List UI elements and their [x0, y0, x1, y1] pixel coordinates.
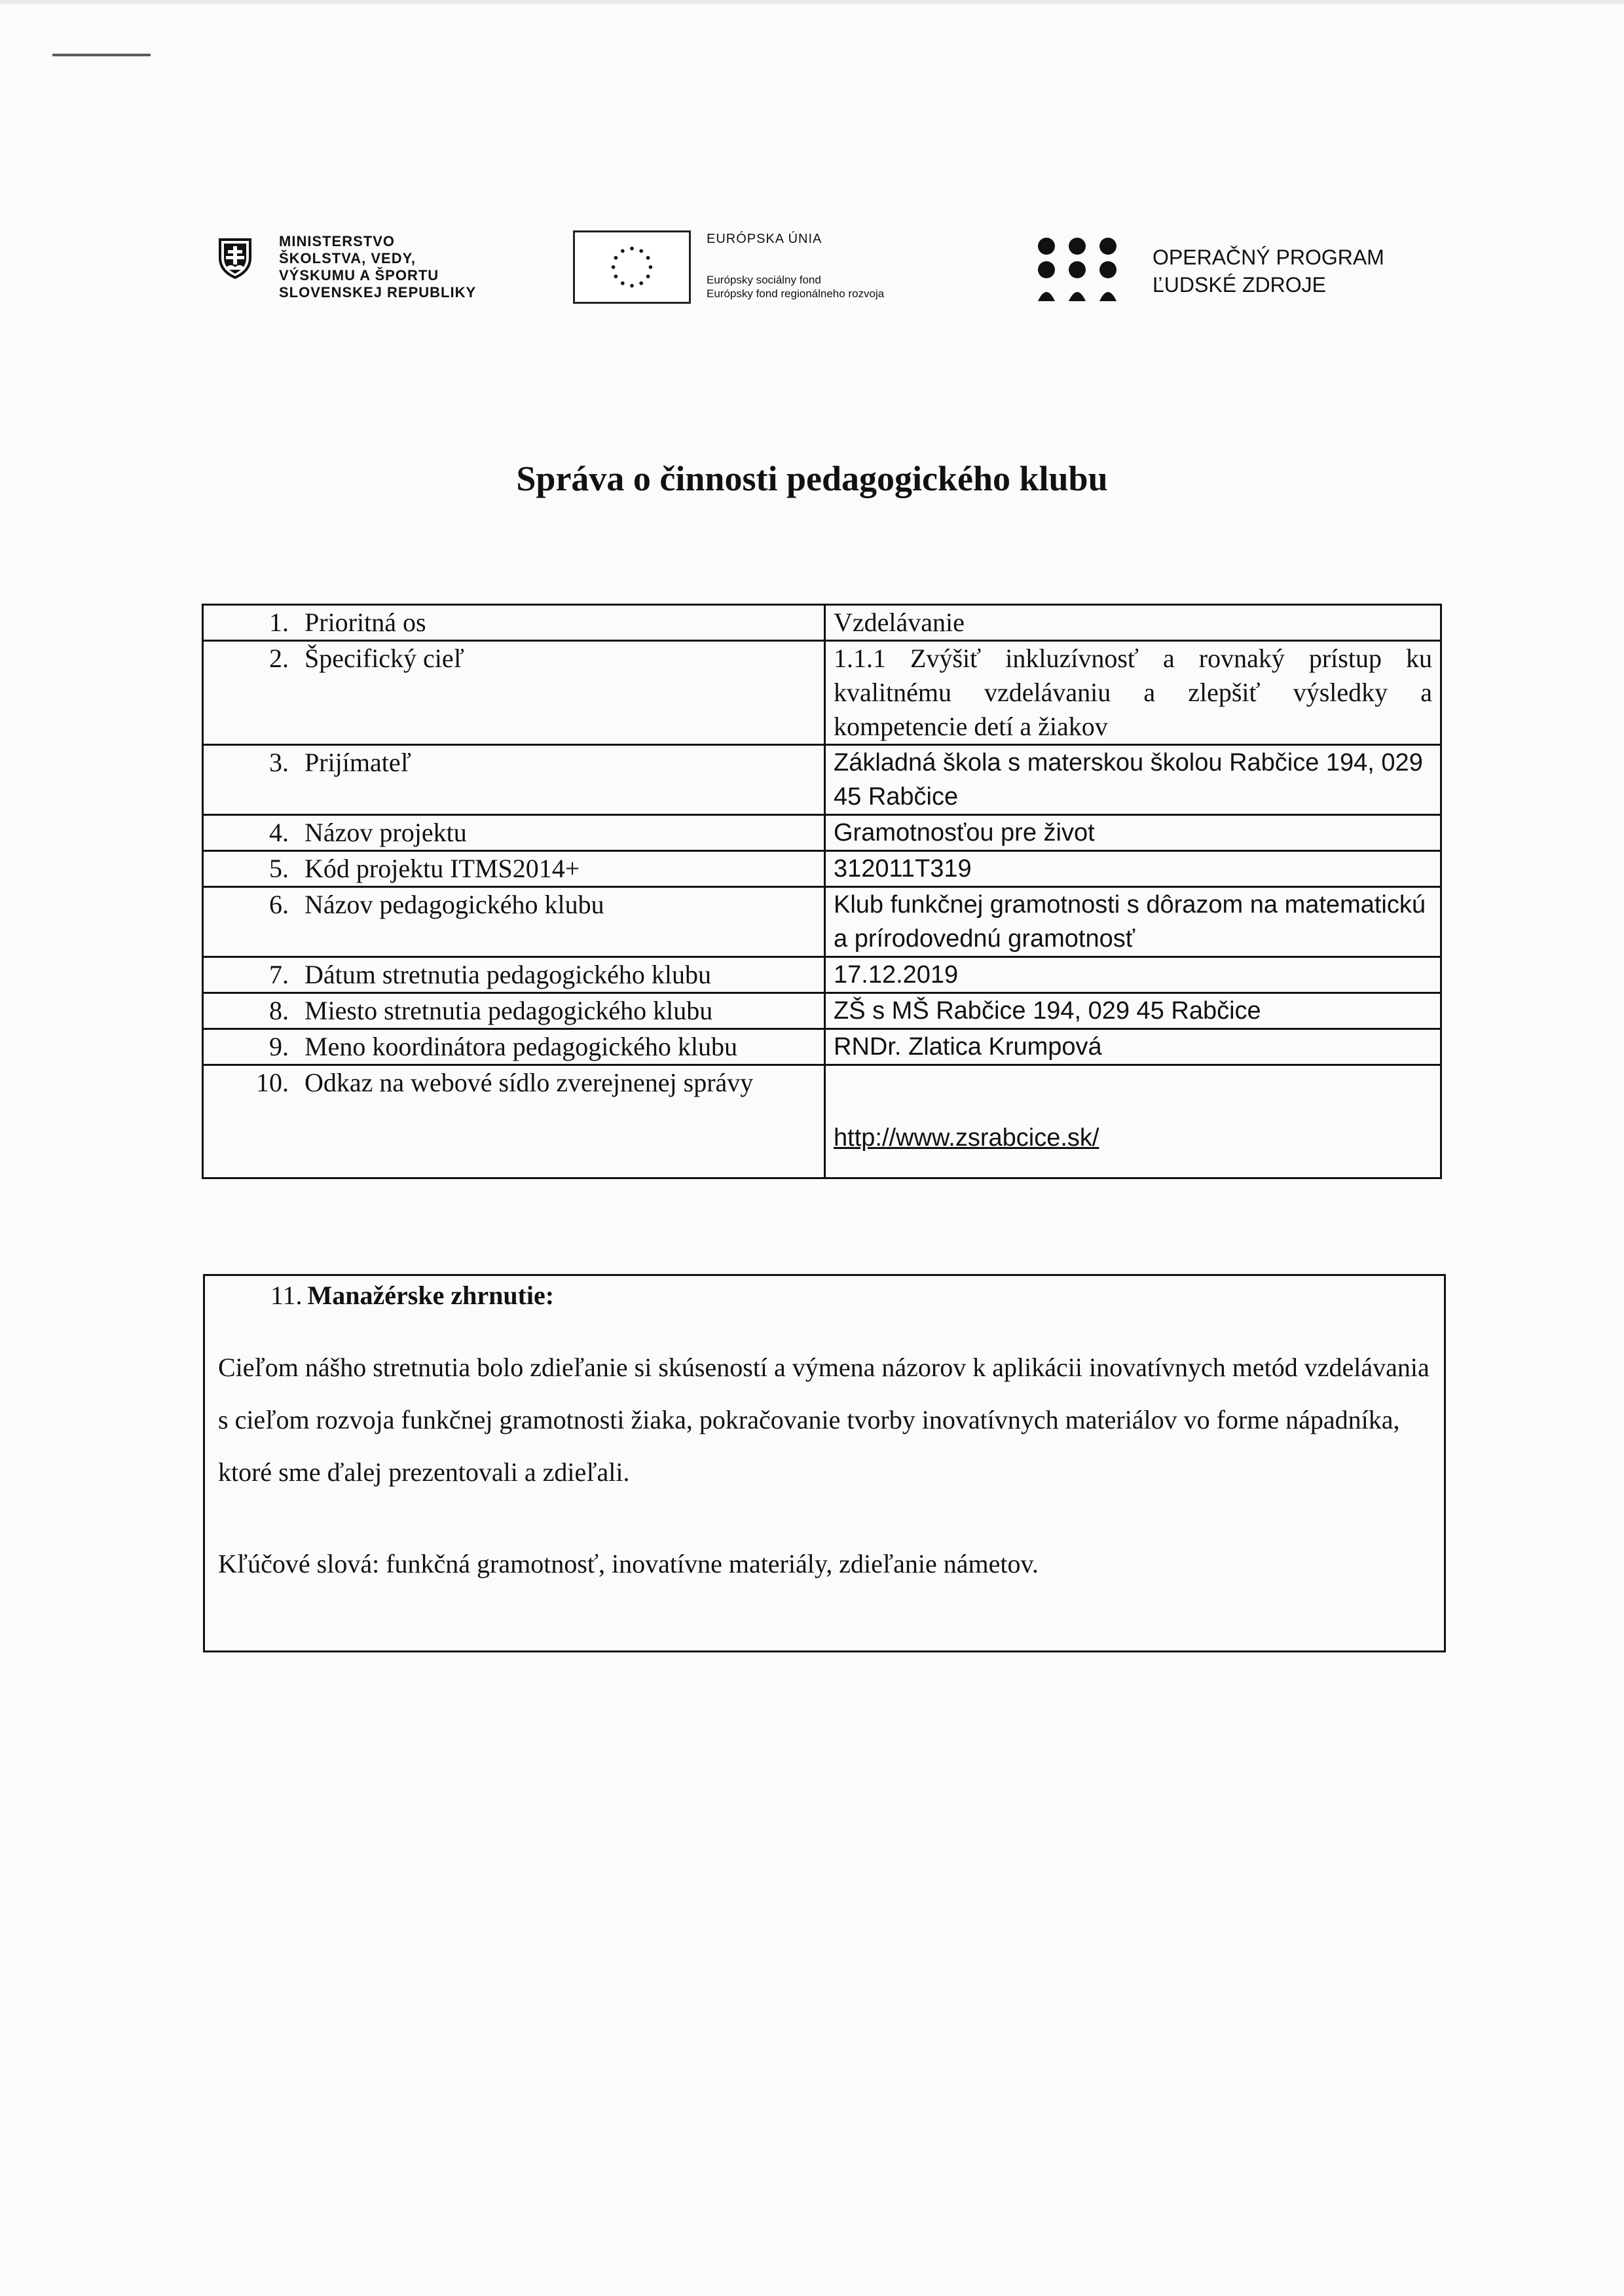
row-label: Špecifický cieľ	[304, 644, 464, 673]
row-number: 3.	[269, 748, 289, 777]
ministry-logo	[216, 229, 517, 314]
eu-title: EURÓPSKA ÚNIA	[707, 232, 822, 246]
row-value: 1.1.1 Zvýšiť inkluzívnosť a rovnaký prístup ku kvalitnému vzdelávaniu a zlepšiť výsledky a kompetencie detí a žiakov	[825, 641, 1441, 745]
ministry-line: ŠKOLSTVA, VEDY,	[279, 250, 416, 266]
row-number: 8.	[269, 996, 289, 1025]
row-label-cell	[203, 851, 825, 887]
row-number: 9.	[269, 1032, 289, 1061]
row-label: Meno koordinátora pedagogického klubu	[304, 1032, 737, 1061]
row-number: 1.	[269, 608, 289, 637]
summary-number: 11.	[270, 1281, 303, 1310]
row-number: 10.	[256, 1068, 289, 1097]
page-edge	[0, 0, 1624, 4]
ministry-line: MINISTERSTVO	[279, 233, 396, 249]
row-label: Kód projektu ITMS2014+	[304, 854, 580, 883]
table-row	[203, 993, 1441, 1029]
op-name	[1153, 244, 1384, 299]
row-label-cell	[203, 605, 825, 641]
row-label-cell	[203, 641, 825, 745]
row-value-cell	[825, 1065, 1441, 1178]
row-label: Názov pedagogického klubu	[304, 890, 604, 919]
row-number: 7.	[269, 960, 289, 989]
table-row	[203, 957, 1441, 993]
table-row	[203, 851, 1441, 887]
row-number: 4.	[269, 818, 289, 847]
management-summary-box	[203, 1274, 1446, 1652]
row-label-cell	[203, 957, 825, 993]
table-row	[203, 887, 1441, 957]
row-label-cell	[203, 1065, 825, 1178]
table-row	[203, 641, 1441, 745]
summary-keywords: Kľúčové slová: funkčná gramotnosť, inovatívne materiály, zdieľanie námetov.	[218, 1549, 1039, 1578]
row-value: Vzdelávanie	[825, 605, 1441, 641]
row-value: RNDr. Zlatica Krumpová	[825, 1029, 1441, 1065]
table-row	[203, 815, 1441, 851]
project-info-table	[202, 604, 1442, 1179]
eu-fund-regional: Európsky fond regionálneho rozvoja	[707, 287, 885, 300]
op-line: ĽUDSKÉ ZDROJE	[1153, 273, 1326, 297]
row-number: 6.	[269, 890, 289, 919]
table-row	[203, 745, 1441, 815]
row-label-cell	[203, 745, 825, 815]
eu-fund-social: Európsky sociálny fond	[707, 274, 821, 286]
ministry-line: VÝSKUMU A ŠPORTU	[279, 267, 439, 283]
row-label: Odkaz na webové sídlo zverejnenej správy	[304, 1068, 754, 1097]
ministry-name	[279, 233, 476, 301]
row-number: 5.	[269, 854, 289, 883]
row-label: Dátum stretnutia pedagogického klubu	[304, 960, 711, 989]
document-title: Správa o činnosti pedagogického klubu	[516, 459, 1108, 498]
scan-mark	[52, 54, 151, 56]
row-label-cell	[203, 1029, 825, 1065]
table-row	[203, 1029, 1441, 1065]
row-value: Klub funkčnej gramotnosti s dôrazom na matematickú a prírodovednú gramotnosť	[825, 887, 1441, 957]
row-label: Názov projektu	[304, 818, 467, 847]
website-link[interactable]: http://www.zsrabcice.sk/	[834, 1124, 1099, 1152]
row-value: 312011T319	[825, 851, 1441, 887]
row-number: 2.	[269, 644, 289, 673]
row-value: ZŠ s MŠ Rabčice 194, 029 45 Rabčice	[825, 993, 1441, 1029]
eu-text	[707, 232, 884, 301]
row-label-cell	[203, 993, 825, 1029]
op-line: OPERAČNÝ PROGRAM	[1153, 246, 1384, 269]
table-row	[203, 605, 1441, 641]
summary-text: Cieľom nášho stretnutia bolo zdieľanie si skúseností a výmena názorov k aplikácii inovatívnych metód vzdelávania s cieľom rozvoja funkčnej gramotnosti žiaka, pokračovanie tvorby inovatívnych materiálov vo forme nápadníka, ktoré sme ďalej prezentovali a zdieľali.	[218, 1353, 1430, 1487]
row-label: Prioritná os	[304, 608, 426, 637]
row-label-cell	[203, 887, 825, 957]
row-label: Miesto stretnutia pedagogického klubu	[304, 996, 713, 1025]
op-dots-icon	[1035, 237, 1120, 302]
row-value: Základná škola s materskou školou Rabčice 194, 029 45 Rabčice	[825, 745, 1441, 815]
op-logo	[1035, 229, 1428, 308]
summary-title: Manažérske zhrnutie:	[307, 1281, 555, 1310]
row-value: Gramotnosťou pre život	[825, 815, 1441, 851]
ministry-line: SLOVENSKEJ REPUBLIKY	[279, 284, 477, 301]
row-label: Prijímateľ	[304, 748, 411, 777]
eu-logo	[573, 229, 1018, 308]
summary-heading	[270, 1280, 554, 1311]
row-label-cell	[203, 815, 825, 851]
eu-stars-icon	[573, 230, 691, 304]
table-row	[203, 1065, 1441, 1178]
row-value: 17.12.2019	[825, 957, 1441, 993]
slovak-crest-icon	[219, 238, 251, 279]
